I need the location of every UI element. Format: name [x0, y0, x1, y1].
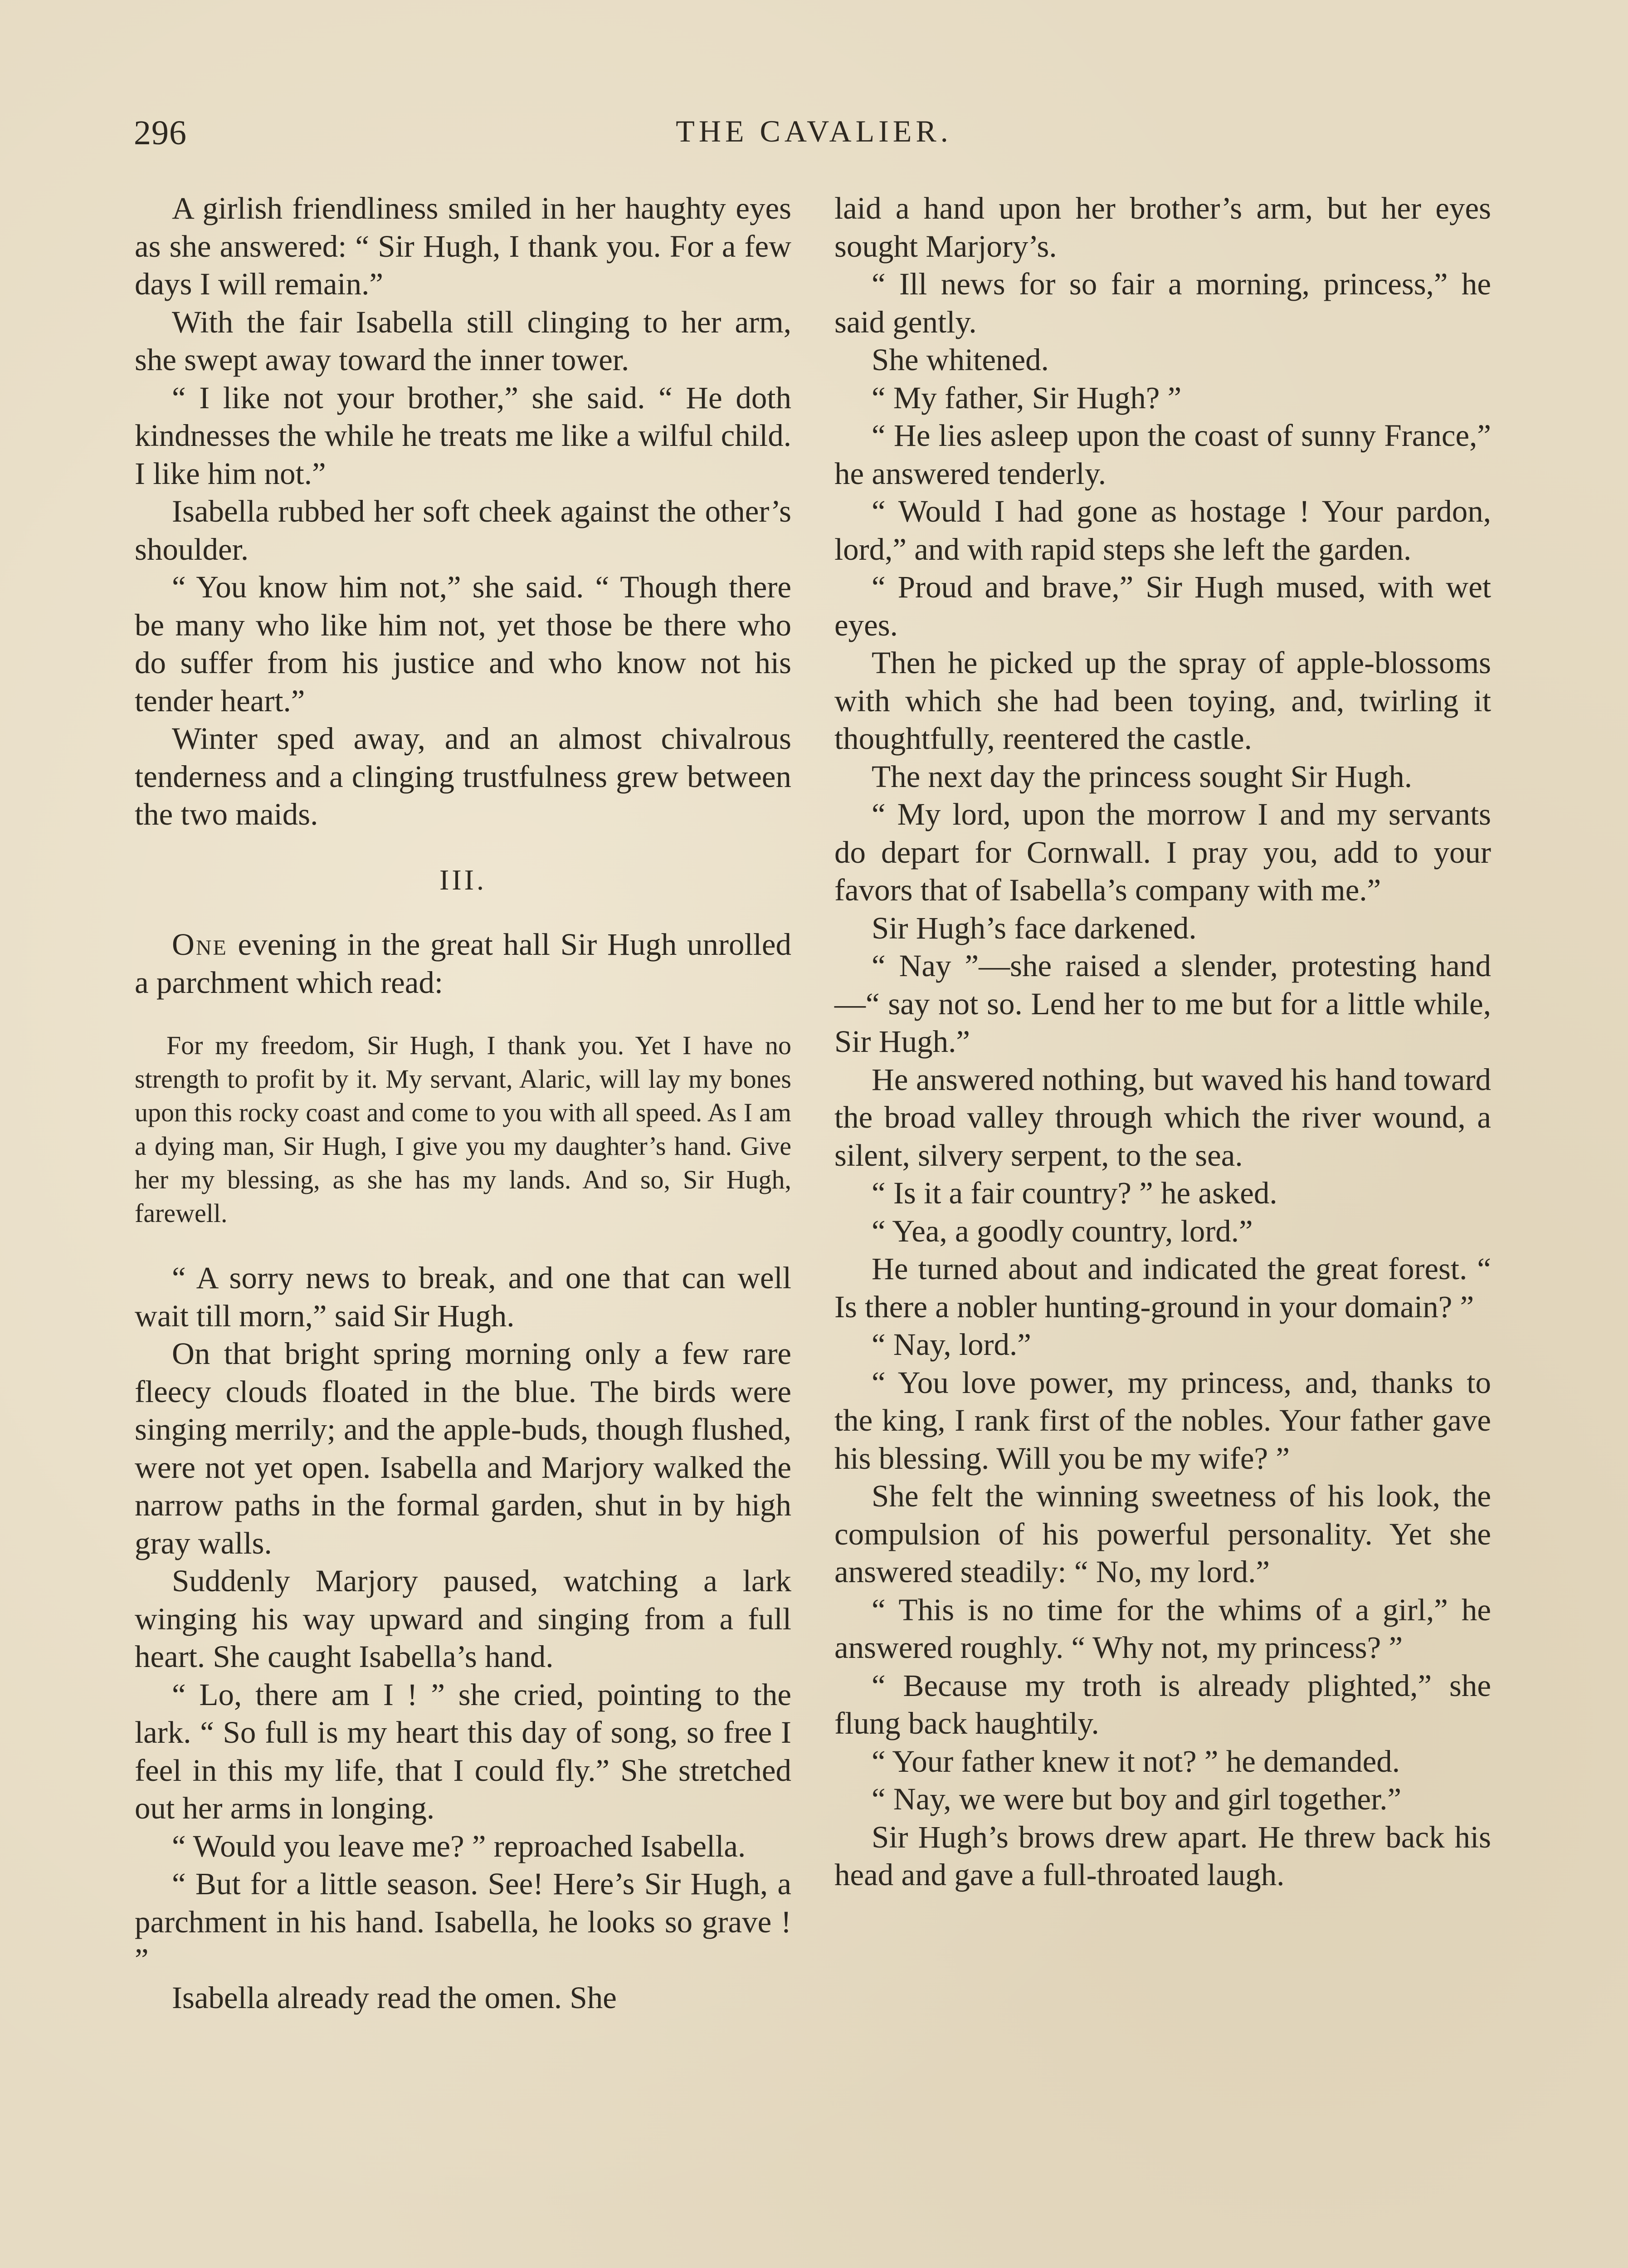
paragraph: She felt the winning sweetness of his look, the compulsion of his powerful personality. Yet she answered steadily: “ No, my lord.”	[834, 1479, 1491, 1589]
paragraph-text: evening in the great hall Sir Hugh unrolled a parchment which read:	[135, 927, 791, 1000]
paragraph: “ Would you leave me? ” reproached Isabella.	[172, 1828, 746, 1863]
paragraph: “ Lo, there am I ! ” she cried, pointing to the lark. “ So full is my heart this day of song, so free I feel in this my life, that I could fly.” She stretched out her arms in longing.	[135, 1677, 791, 1825]
paragraph: Isabella already read the omen. She	[172, 1980, 617, 2015]
page-number: 296	[134, 114, 187, 152]
paragraph: He turned about and indicated the great forest. “ Is there a nobler hunting-ground in your domain? ”	[834, 1251, 1491, 1324]
section-heading: III.	[439, 863, 487, 896]
paragraph: “ He lies asleep upon the coast of sunny France,” he answered tenderly.	[834, 418, 1491, 491]
paragraph: “ I like not your brother,” she said. “ He doth kindnesses the while he treats me like a wilful child. I like him not.”	[135, 380, 791, 491]
paragraph	[135, 926, 791, 1002]
paragraph: “ My lord, upon the morrow I and my servants do depart for Cornwall. I pray you, add to your favors that of Isabella’s company with me.”	[834, 797, 1491, 907]
paragraph: “ But for a little season. See! Here’s Sir Hugh, a parchment in his hand. Isabella, he looks so grave ! ”	[135, 1867, 791, 1977]
paragraph: He answered nothing, but waved his hand toward the broad valley through which the river wound, a silent, silvery serpent, to the sea.	[834, 1062, 1491, 1173]
paragraph: “ Proud and brave,” Sir Hugh mused, with wet eyes.	[834, 570, 1491, 642]
paragraph: “ Your father knew it not? ” he demanded.	[872, 1744, 1400, 1779]
paragraph: Winter sped away, and an almost chivalrous tenderness and a clinging trustfulness grew between the two maids.	[135, 721, 791, 831]
paragraph: With the fair Isabella still clinging to her arm, she swept away toward the inner tower.	[135, 304, 791, 377]
paragraph: “ A sorry news to break, and one that can well wait till morn,” said Sir Hugh.	[135, 1261, 791, 1333]
running-title: THE CAVALIER.	[676, 114, 952, 148]
paragraph: “ Yea, a goodly country, lord.”	[872, 1213, 1253, 1248]
paragraph: Sir Hugh’s face darkened.	[872, 910, 1197, 945]
running-head	[0, 113, 1628, 154]
paragraph: “ Ill news for so fair a morning, princess,” he said gently.	[834, 267, 1491, 339]
paragraph: The next day the princess sought Sir Hugh.	[872, 759, 1412, 794]
paragraph: “ Nay ”—she raised a slender, protesting hand—“ say not so. Lend her to me but for a little while, Sir Hugh.”	[834, 948, 1491, 1059]
paragraph: Sir Hugh’s brows drew apart. He threw back his head and gave a full-throated laugh.	[834, 1819, 1491, 1892]
paragraph: “ This is no time for the whims of a girl,” he answered roughly. “ Why not, my princess? ”	[834, 1592, 1491, 1665]
paragraph: “ Is it a fair country? ” he asked.	[872, 1176, 1277, 1210]
right-column	[834, 190, 1491, 1894]
paragraph-first-word: One	[172, 927, 228, 962]
paragraph: Isabella rubbed her soft cheek against the other’s shoulder.	[135, 494, 791, 567]
paragraph: “ Nay, lord.”	[872, 1327, 1031, 1362]
paragraph: A girlish friendliness smiled in her haughty eyes as she answered: “ Sir Hugh, I thank you. For a few days I will remain.”	[135, 191, 791, 301]
paragraph: “ Nay, we were but boy and girl together.”	[872, 1782, 1402, 1816]
paragraph: She whitened.	[872, 342, 1049, 377]
paragraph: Then he picked up the spray of apple-blossoms with which she had been toying, and, twirling it thoughtfully, reentered the castle.	[834, 645, 1491, 756]
left-column	[135, 190, 791, 2017]
paragraph: Suddenly Marjory paused, watching a lark winging his way upward and singing from a full heart. She caught Isabella’s hand.	[135, 1564, 791, 1674]
paragraph: “ Because my troth is already plighted,” she flung back haughtily.	[834, 1668, 1491, 1740]
paragraph: “ My father, Sir Hugh? ”	[872, 380, 1182, 415]
paragraph: “ Would I had gone as hostage ! Your pardon, lord,” and with rapid steps she left the garden.	[834, 494, 1491, 567]
letter-text: For my freedom, Sir Hugh, I thank you. Yet I have no strength to profit by it. My servant, Alaric, will lay my bones upon this rocky coast and come to you with all speed. As I am a dying man, Sir Hugh, I give you my daughter’s hand. Give her my blessing, as she has my lands. And so, Sir Hugh, farewell.	[135, 1031, 791, 1228]
paragraph: laid a hand upon her brother’s arm, but her eyes sought Marjory’s.	[834, 191, 1491, 264]
paragraph: On that bright spring morning only a few rare fleecy clouds floated in the blue. The birds were singing merrily; and the apple-buds, though flushed, were not yet open. Isabella and Marjory walked the narrow paths in the formal garden, shut in by high gray walls.	[135, 1336, 791, 1560]
letter-quote	[135, 1029, 791, 1230]
paragraph: “ You love power, my princess, and, thanks to the king, I rank first of the nobles. Your father gave his blessing. Will you be my wife? ”	[834, 1365, 1491, 1476]
paragraph: “ You know him not,” she said. “ Though there be many who like him not, yet those be there who do suffer from his justice and who know not his tender heart.”	[135, 570, 791, 718]
